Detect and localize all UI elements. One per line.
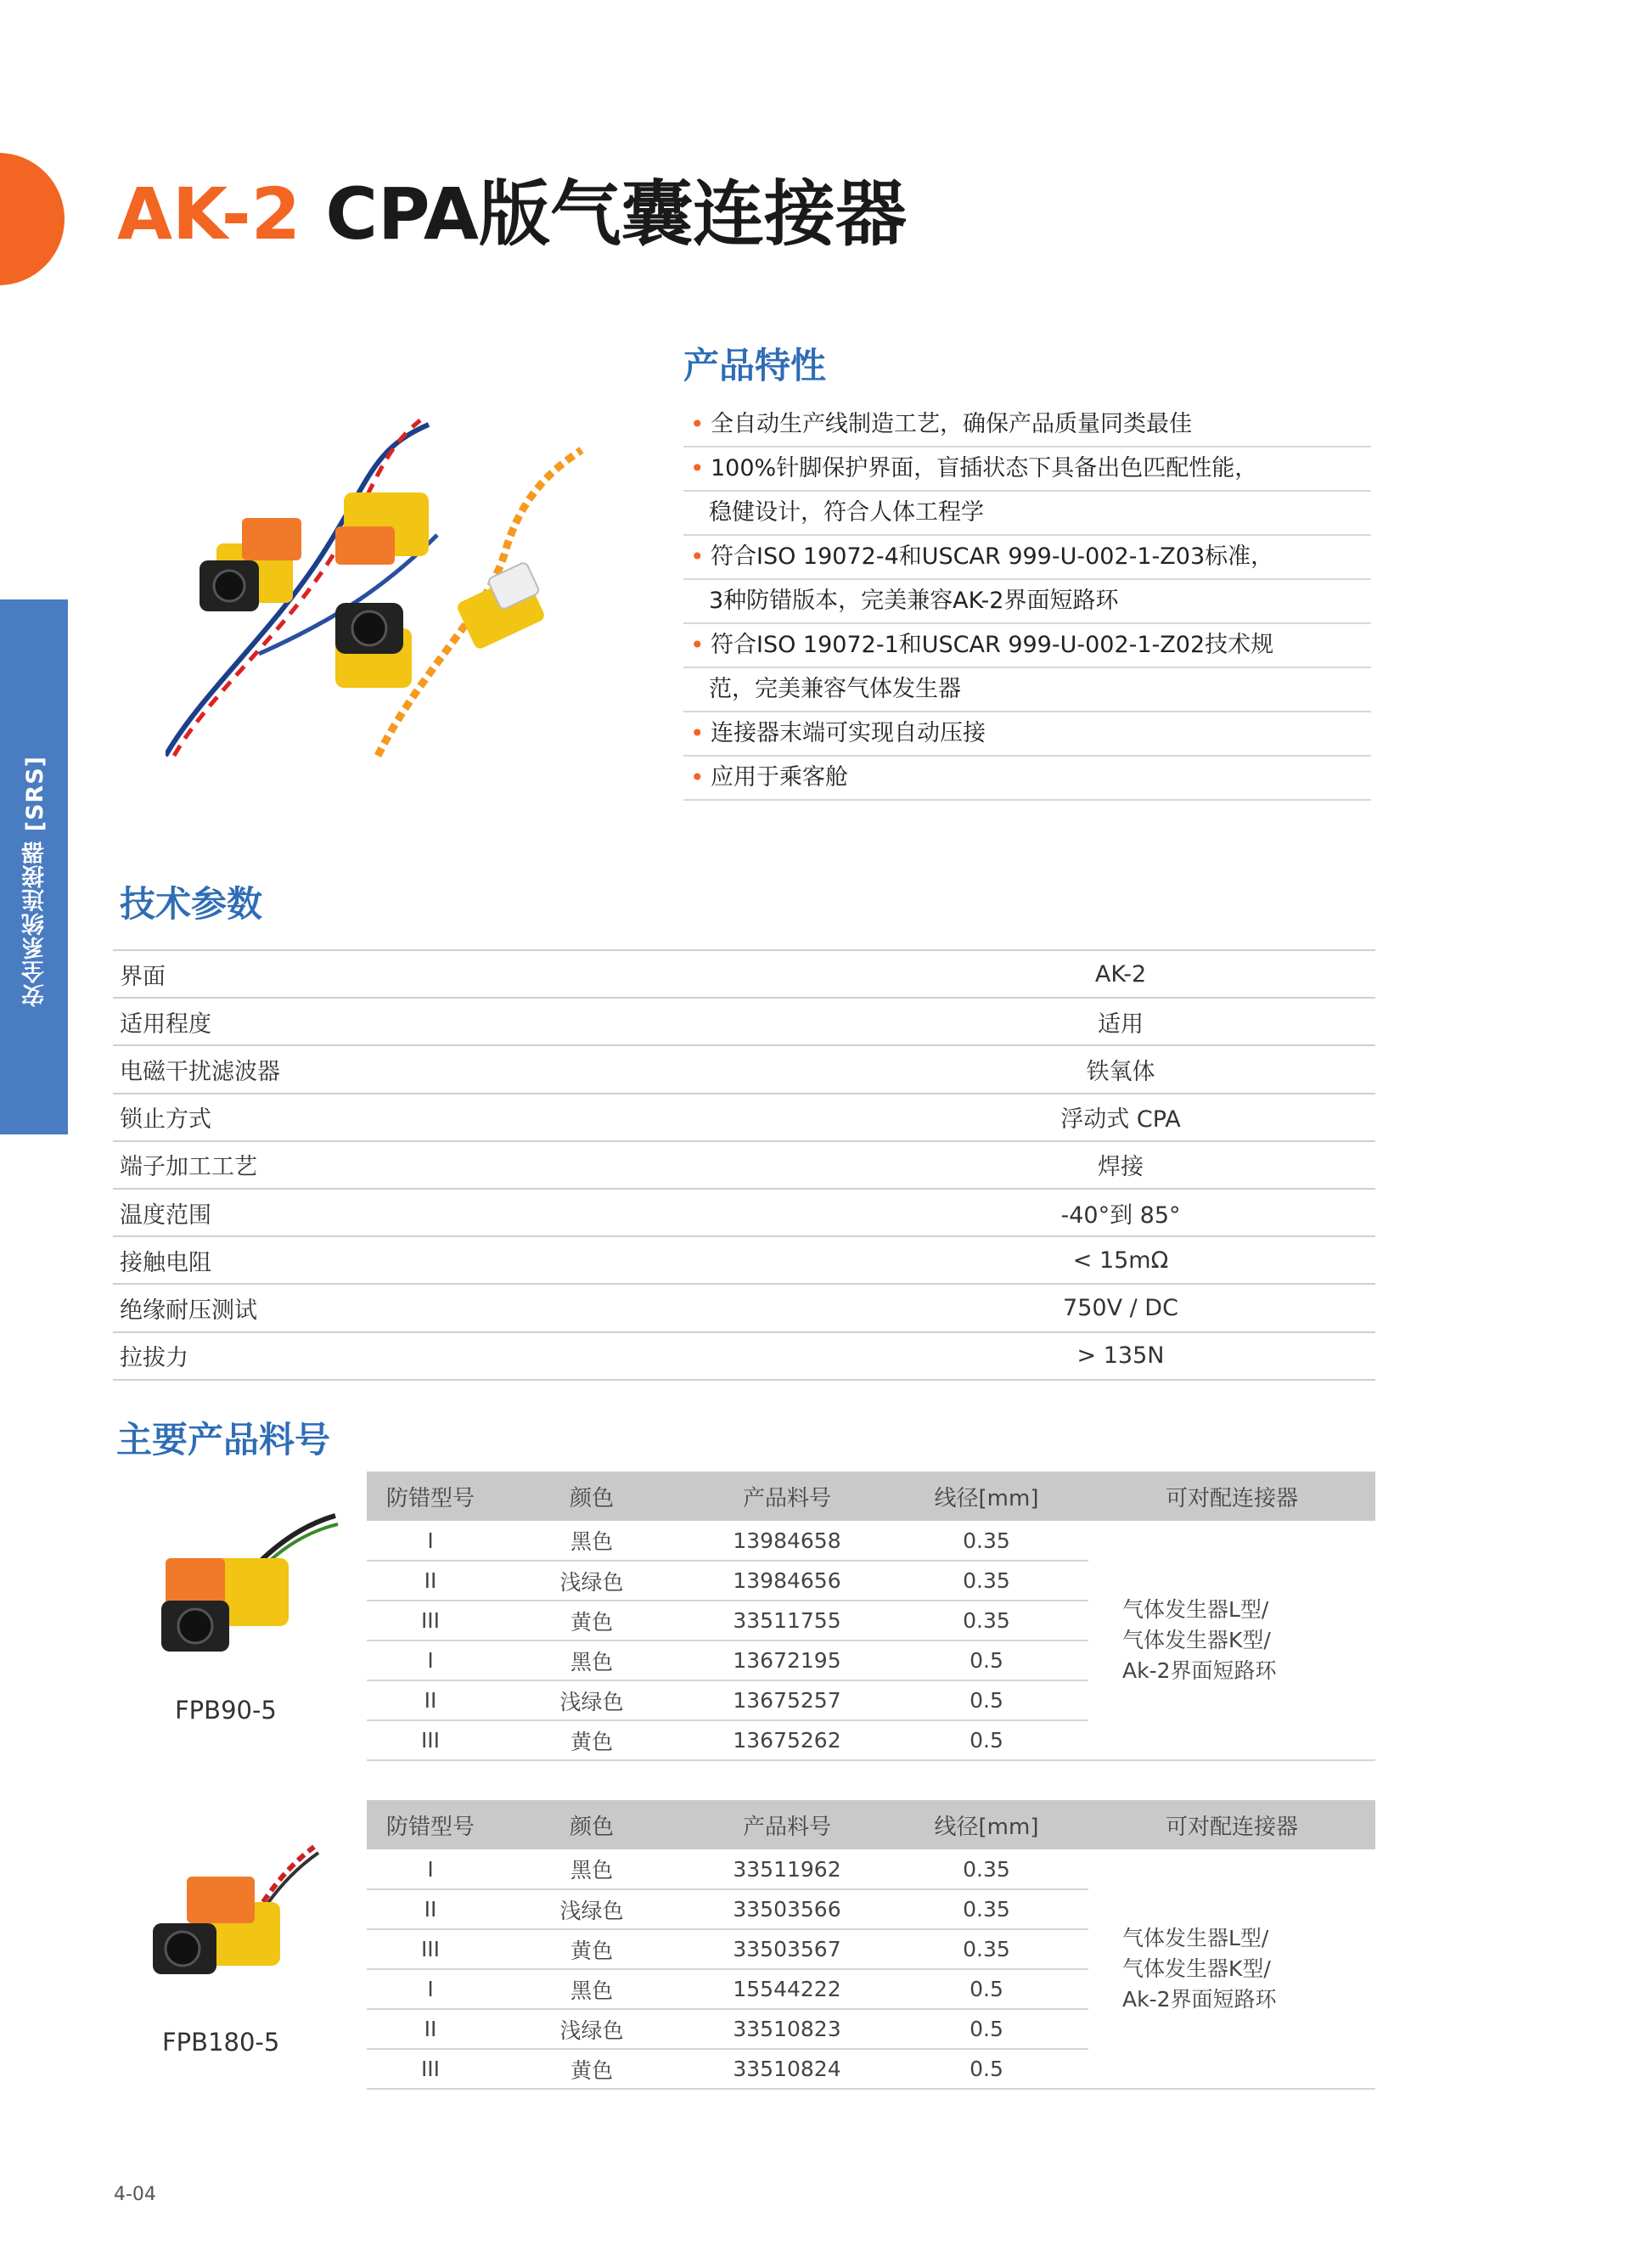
parts-cell: 浅绿色 [494,1561,689,1601]
feature-line: • 100%针脚保护界面，盲插状态下具备出色匹配性能， [683,447,1371,492]
compatible-connector-line: 气体发生器K型/ [1122,1627,1271,1652]
param-row [113,1094,1375,1141]
parts-cell: 黑色 [494,1521,689,1561]
parts-column-header: 可对配连接器 [1088,1472,1375,1521]
parts-cell: I [367,1521,494,1561]
parts-cell: 0.35 [885,1601,1088,1641]
parts-table-fpb90 [367,1472,1375,1761]
parts-cell: 13984656 [689,1561,885,1601]
feature-line: • 应用于乘客舱 [683,757,1371,801]
parts-row [367,1849,1375,1889]
parts-cell: 0.5 [885,2049,1088,2089]
parts-cell: III [367,1720,494,1760]
param-row [113,1189,1375,1236]
parts-cell: I [367,1969,494,2009]
feature-line: 稳健设计，符合人体工程学 [683,492,1371,536]
parts-cell: I [367,1641,494,1680]
side-category-label: 安全系统连接器 [SRS] [22,756,48,1007]
parts-column-header: 防错型号 [367,1472,494,1521]
parts-header-row [367,1472,1375,1521]
param-row [113,1045,1375,1093]
feature-line: • 连接器末端可实现自动压接 [683,712,1371,757]
parts-header-row [367,1800,1375,1849]
parts-cell: 黑色 [494,1969,689,2009]
parts-cell: 33510824 [689,2049,885,2089]
parts-cell: 0.35 [885,1889,1088,1929]
compatible-connector-line: 气体发生器K型/ [1122,1956,1271,1981]
parts-cell: 33503567 [689,1929,885,1969]
part-photo-fpb180 [144,1843,323,1995]
param-key: 界面 [120,963,166,990]
parts-cell: 13675262 [689,1720,885,1760]
parts-column-header: 线径[mm] [885,1472,1088,1521]
parts-cell: III [367,1601,494,1641]
compatible-connectors [1088,1521,1375,1760]
model-name-fpb180: FPB180-5 [162,2028,280,2057]
compatible-connector-line: Ak-2界面短路环 [1122,1657,1277,1683]
parts-cell: 黄色 [494,1720,689,1760]
parts-cell: 0.35 [885,1521,1088,1561]
title-accent: AK-2 [117,172,301,256]
param-key: 端子加工工艺 [120,1154,257,1181]
parts-column-header: 防错型号 [367,1800,494,1849]
param-key: 接触电阻 [120,1249,211,1276]
parts-heading: 主要产品料号 [116,1419,331,1460]
param-value: AK-2 [1094,960,1147,988]
param-value: -40°到 85° [1060,1202,1181,1229]
feature-line: 范，完美兼容气体发生器 [683,668,1371,712]
param-row [113,1236,1375,1284]
param-key: 绝缘耐压测试 [120,1297,257,1324]
product-photo [166,416,590,764]
parts-cell: 浅绿色 [494,1889,689,1929]
parts-cell: 0.5 [885,1969,1088,2009]
parts-cell: 黑色 [494,1849,689,1889]
parts-cell: 黄色 [494,1929,689,1969]
parts-cell: 黑色 [494,1641,689,1680]
tech-params-table [113,949,1375,1381]
parts-cell: I [367,1849,494,1889]
parts-cell: III [367,1929,494,1969]
param-row [113,1284,1375,1331]
parts-column-header: 产品料号 [689,1472,885,1521]
compatible-connector-line: 气体发生器L型/ [1122,1596,1269,1622]
parts-column-header: 线径[mm] [885,1800,1088,1849]
param-row [113,1332,1375,1380]
parts-cell: 0.35 [885,1561,1088,1601]
param-value: > 135N [1076,1342,1165,1370]
parts-cell: 13672195 [689,1641,885,1680]
parts-row [367,1521,1375,1561]
param-row [113,950,1375,998]
param-value: 适用 [1098,1010,1144,1038]
parts-cell: 0.5 [885,1720,1088,1760]
compatible-connector-line: Ak-2界面短路环 [1122,1986,1277,2012]
param-row [113,1141,1375,1189]
param-value: 焊接 [1098,1154,1144,1181]
param-value: 浮动式 CPA [1060,1106,1181,1134]
parts-cell: 0.35 [885,1849,1088,1889]
param-row [113,998,1375,1045]
param-key: 锁止方式 [120,1106,211,1134]
parts-cell: 浅绿色 [494,1680,689,1720]
parts-cell: 33503566 [689,1889,885,1929]
parts-cell: 黄色 [494,1601,689,1641]
feature-line: 3种防错版本，完美兼容AK-2界面短路环 [683,580,1371,624]
param-key: 适用程度 [120,1010,211,1038]
features-list [683,403,1371,801]
param-key: 电磁干扰滤波器 [120,1058,280,1085]
parts-table-fpb180 [367,1800,1375,2090]
parts-cell: II [367,1889,494,1929]
parts-cell: 浅绿色 [494,2009,689,2049]
feature-line: • 符合ISO 19072-4和USCAR 999-U-002-1-Z03标准， [683,536,1371,580]
feature-line: • 全自动生产线制造工艺，确保产品质量同类最佳 [683,403,1371,447]
compatible-connectors [1088,1849,1375,2089]
model-name-fpb90: FPB90-5 [175,1696,277,1725]
parts-column-header: 颜色 [494,1800,689,1849]
parts-cell: 0.5 [885,2009,1088,2049]
parts-cell: 0.5 [885,1680,1088,1720]
orange-corner-tab [0,153,65,285]
compatible-connector-line: 气体发生器L型/ [1122,1925,1269,1950]
param-value: < 15mΩ [1072,1247,1169,1274]
parts-cell: 0.5 [885,1641,1088,1680]
parts-cell: 0.35 [885,1929,1088,1969]
tech-params-heading: 技术参数 [120,883,263,925]
page-title [117,172,907,256]
param-value: 铁氧体 [1086,1058,1155,1085]
page-number: 4-04 [114,2184,156,2205]
parts-column-header: 颜色 [494,1472,689,1521]
title-rest: CPA版气囊连接器 [301,172,907,256]
part-photo-fpb90 [153,1507,340,1669]
parts-cell: II [367,1680,494,1720]
param-value: 750V / DC [1063,1294,1178,1321]
parts-cell: 33510823 [689,2009,885,2049]
parts-cell: II [367,2009,494,2049]
parts-cell: 13984658 [689,1521,885,1561]
parts-cell: 13675257 [689,1680,885,1720]
parts-cell: 33511755 [689,1601,885,1641]
param-key: 温度范围 [120,1202,211,1229]
parts-cell: III [367,2049,494,2089]
param-key: 拉拔力 [120,1345,188,1372]
feature-line: • 符合ISO 19072-1和USCAR 999-U-002-1-Z02技术规 [683,624,1371,668]
parts-cell: 33511962 [689,1849,885,1889]
parts-column-header: 可对配连接器 [1088,1800,1375,1849]
parts-cell: II [367,1561,494,1601]
parts-cell: 15544222 [689,1969,885,2009]
parts-cell: 黄色 [494,2049,689,2089]
features-heading: 产品特性 [683,345,827,386]
parts-column-header: 产品料号 [689,1800,885,1849]
